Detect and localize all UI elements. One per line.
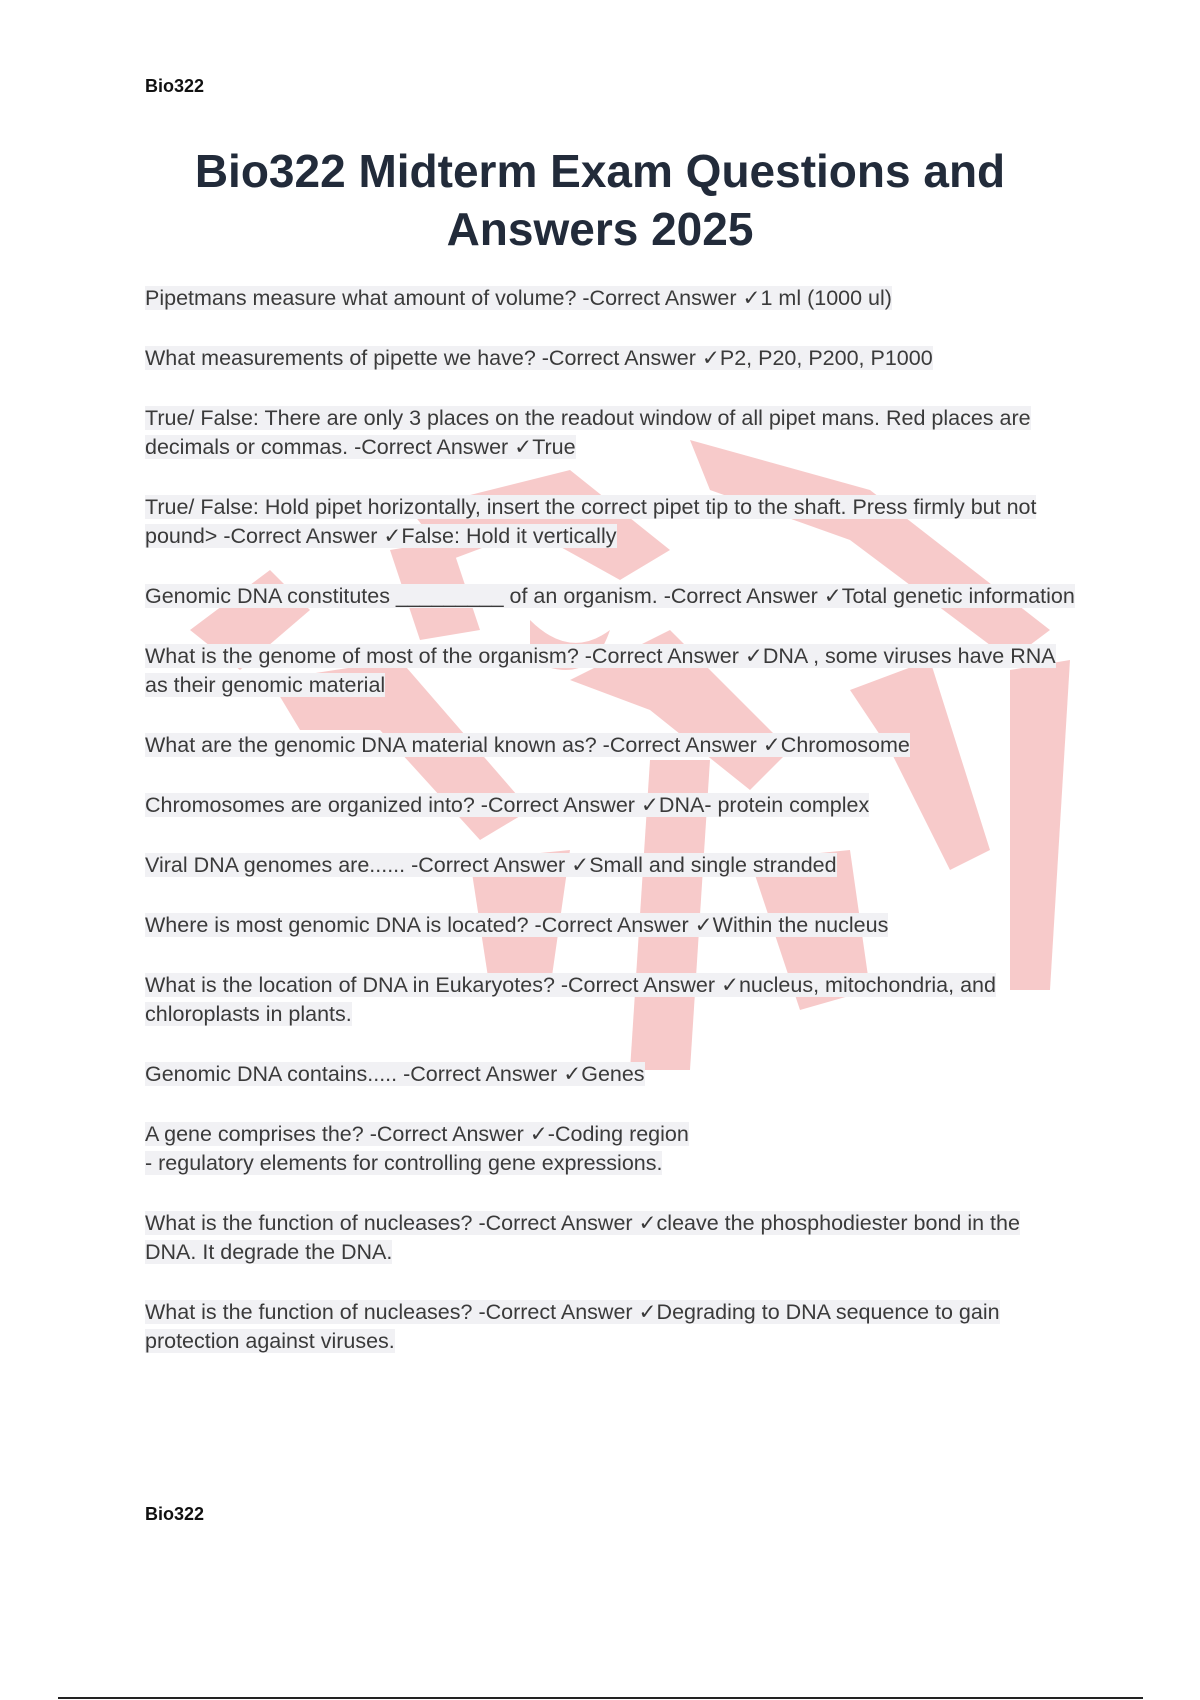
qa-item: What is the genome of most of the organism? -Correct Answer ✓DNA , some viruses have RNA as their genomic material — [145, 644, 1056, 697]
qa-item: True/ False: Hold pipet horizontally, insert the correct pipet tip to the shaft. Press firmly but not pound> -Correct Answer ✓False: Hold it vertically — [145, 495, 1037, 548]
qa-item: What measurements of pipette we have? -Correct Answer ✓P2, P20, P200, P1000 — [145, 346, 933, 370]
page-bottom-divider — [58, 1697, 1143, 1699]
qa-item: Chromosomes are organized into? -Correct Answer ✓DNA- protein complex — [145, 793, 870, 817]
header-label: Bio322 — [145, 76, 205, 96]
qa-list — [145, 284, 1075, 1387]
footer-label: Bio322 — [145, 1504, 205, 1524]
qa-item: What is the function of nucleases? -Correct Answer ✓cleave the phosphodiester bond in the DNA. It degrade the DNA. — [145, 1211, 1020, 1264]
qa-item: Where is most genomic DNA is located? -Correct Answer ✓Within the nucleus — [145, 913, 889, 937]
page-title: Bio322 Midterm Exam Questions and Answers 2025 — [194, 145, 1006, 255]
qa-item: True/ False: There are only 3 places on the readout window of all pipet mans. Red places are decimals or commas. -Correct Answer ✓True — [145, 406, 1031, 459]
qa-item: Genomic DNA constitutes _________ of an organism. -Correct Answer ✓Total genetic information — [145, 584, 1075, 608]
qa-item: Genomic DNA contains..... -Correct Answer ✓Genes — [145, 1062, 645, 1086]
qa-item: What are the genomic DNA material known as? -Correct Answer ✓Chromosome — [145, 733, 910, 757]
qa-item: What is the location of DNA in Eukaryotes? -Correct Answer ✓nucleus, mitochondria, and chloroplasts in plants. — [145, 973, 996, 1026]
qa-item: A gene comprises the? -Correct Answer ✓-Coding region - regulatory elements for controlling gene expressions. — [145, 1122, 689, 1175]
qa-item: Pipetmans measure what amount of volume? -Correct Answer ✓1 ml (1000 ul) — [145, 286, 892, 310]
qa-item: Viral DNA genomes are...... -Correct Answer ✓Small and single stranded — [145, 853, 837, 877]
qa-item: What is the function of nucleases? -Correct Answer ✓Degrading to DNA sequence to gain protection against viruses. — [145, 1300, 1000, 1353]
